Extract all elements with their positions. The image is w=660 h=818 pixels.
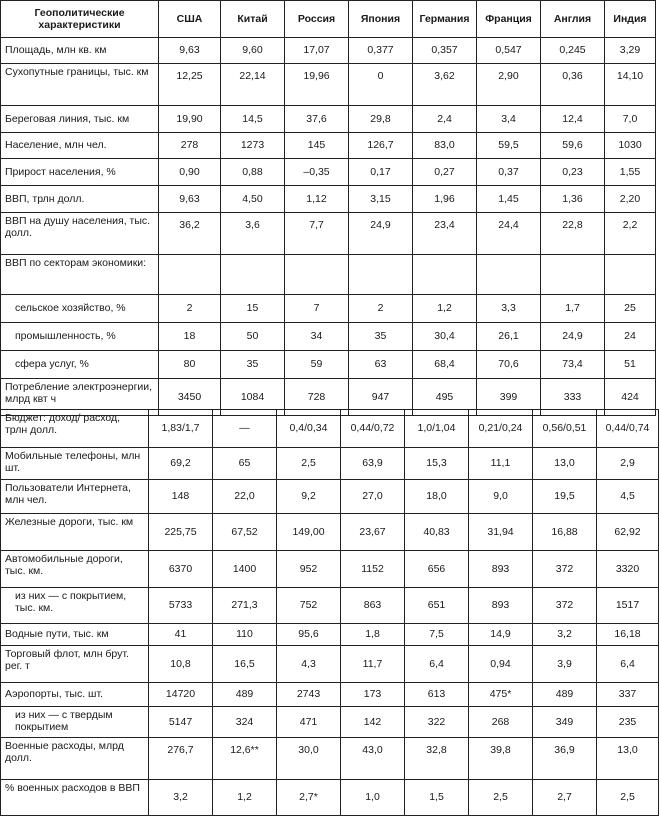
table-cell: 651 <box>405 588 469 624</box>
table-cell: 278 <box>159 133 221 159</box>
table-cell: 9,2 <box>277 480 341 514</box>
table-row <box>1 159 656 186</box>
table-cell <box>159 255 221 295</box>
table-cell: 2 <box>159 295 221 323</box>
table-cell: 69,2 <box>149 448 213 480</box>
table-cell: 95,6 <box>277 624 341 646</box>
table-cell: 0,17 <box>349 159 413 186</box>
table-cell: 235 <box>597 707 659 738</box>
table-cell: 18 <box>159 323 221 351</box>
table-cell: 32,8 <box>405 738 469 780</box>
table-cell: 0,547 <box>477 38 541 64</box>
table-cell: 30,0 <box>277 738 341 780</box>
table-cell: 7 <box>285 295 349 323</box>
table-header-row <box>1 1 656 38</box>
header-country: Англия <box>541 1 605 38</box>
table-row <box>1 323 656 351</box>
table-cell: 40,83 <box>405 514 469 551</box>
table-cell: 4,50 <box>221 186 285 213</box>
table-cell: 9,60 <box>221 38 285 64</box>
table-cell: 59,5 <box>477 133 541 159</box>
table-cell: 4,5 <box>597 480 659 514</box>
row-label: Мобильные телефоны, млн шт. <box>1 448 149 480</box>
table-cell: 324 <box>213 707 277 738</box>
table-cell: 3,4 <box>477 106 541 133</box>
table-cell: 1,7 <box>541 295 605 323</box>
table-cell: 11,1 <box>469 448 533 480</box>
table-cell: 35 <box>221 351 285 379</box>
table-cell: 145 <box>285 133 349 159</box>
table-row <box>1 588 659 624</box>
table-cell: 1,83/1,7 <box>149 410 213 448</box>
table-cell: 271,3 <box>213 588 277 624</box>
row-label: Население, млн чел. <box>1 133 159 159</box>
table-cell: 9,0 <box>469 480 533 514</box>
table-cell <box>221 255 285 295</box>
table-cell: 126,7 <box>349 133 413 159</box>
table-cell: 51 <box>605 351 656 379</box>
row-label: ВВП, трлн долл. <box>1 186 159 213</box>
table-row <box>1 738 659 780</box>
table-cell: 26,1 <box>477 323 541 351</box>
table-cell: 31,94 <box>469 514 533 551</box>
row-label: ВВП на душу населения, тыс. долл. <box>1 213 159 255</box>
table-cell: 3,2 <box>533 624 597 646</box>
table-cell: 424 <box>605 379 656 416</box>
table-cell: 17,07 <box>285 38 349 64</box>
geopolitics-table-bottom <box>0 409 659 816</box>
table-row <box>1 480 659 514</box>
row-label: промышленность, % <box>1 323 159 351</box>
table-cell: 14,9 <box>469 624 533 646</box>
table-cell: 12,4 <box>541 106 605 133</box>
table-cell: 22,14 <box>221 64 285 106</box>
table-cell: 14,10 <box>605 64 656 106</box>
table-cell: 475* <box>469 683 533 707</box>
row-label: Железные дороги, тыс. км <box>1 514 149 551</box>
table-cell: 10,8 <box>149 646 213 683</box>
table-cell: 23,67 <box>341 514 405 551</box>
table-cell: 489 <box>533 683 597 707</box>
table-cell: 1273 <box>221 133 285 159</box>
table-cell: 2,7* <box>277 780 341 816</box>
row-label: сфера услуг, % <box>1 351 159 379</box>
table-cell: 495 <box>413 379 477 416</box>
row-label: % военных расходов в ВВП <box>1 780 149 816</box>
table-row <box>1 255 656 295</box>
table-cell: 863 <box>341 588 405 624</box>
header-country: Китай <box>221 1 285 38</box>
table-cell: 36,2 <box>159 213 221 255</box>
table-cell: 2,9 <box>597 448 659 480</box>
table-cell: 2,7 <box>533 780 597 816</box>
table-cell: 4,3 <box>277 646 341 683</box>
table-cell: 7,5 <box>405 624 469 646</box>
table-cell: 41 <box>149 624 213 646</box>
table-cell: 0,37 <box>477 159 541 186</box>
table-cell: 399 <box>477 379 541 416</box>
table-cell: 6,4 <box>597 646 659 683</box>
table-cell: 2,2 <box>605 213 656 255</box>
table-cell: 24,9 <box>349 213 413 255</box>
row-label: Потребление электроэнергии, млрд квт ч <box>1 379 159 416</box>
header-country: Россия <box>285 1 349 38</box>
table-cell: 3450 <box>159 379 221 416</box>
table-cell: 1152 <box>341 551 405 588</box>
table-cell: 14,5 <box>221 106 285 133</box>
row-label: Водные пути, тыс. км <box>1 624 149 646</box>
table-cell: 893 <box>469 588 533 624</box>
table-cell: 0,4/0,34 <box>277 410 341 448</box>
table-cell: 22,0 <box>213 480 277 514</box>
table-cell: 13,0 <box>533 448 597 480</box>
table-cell: 70,6 <box>477 351 541 379</box>
table-cell: 1,5 <box>405 780 469 816</box>
table-cell: 7,7 <box>285 213 349 255</box>
table-cell: 276,7 <box>149 738 213 780</box>
table-cell: 1,2 <box>213 780 277 816</box>
table-cell: 27,0 <box>341 480 405 514</box>
table-cell: 3320 <box>597 551 659 588</box>
table-cell: 613 <box>405 683 469 707</box>
table-cell: — <box>213 410 277 448</box>
table-cell: 2,4 <box>413 106 477 133</box>
table-row <box>1 64 656 106</box>
table-cell: 0,23 <box>541 159 605 186</box>
table-row <box>1 707 659 738</box>
table-cell: 0,88 <box>221 159 285 186</box>
table-cell: 2 <box>349 295 413 323</box>
table-cell <box>285 255 349 295</box>
row-label: Прирост населения, % <box>1 159 159 186</box>
table-cell: 0,377 <box>349 38 413 64</box>
table-cell <box>349 255 413 295</box>
table-cell: 148 <box>149 480 213 514</box>
table-cell: 14720 <box>149 683 213 707</box>
row-label: сельское хозяйство, % <box>1 295 159 323</box>
table-cell: 1,2 <box>413 295 477 323</box>
table-cell: 25 <box>605 295 656 323</box>
table-cell: 7,0 <box>605 106 656 133</box>
table-cell: 67,52 <box>213 514 277 551</box>
row-label: Бюджет: доход/ расход, трлн долл. <box>1 410 149 448</box>
table-cell: 15,3 <box>405 448 469 480</box>
table-cell <box>541 255 605 295</box>
table-cell: 656 <box>405 551 469 588</box>
table-cell: 30,4 <box>413 323 477 351</box>
table-row <box>1 646 659 683</box>
table-cell: 11,7 <box>341 646 405 683</box>
table-cell: 6370 <box>149 551 213 588</box>
table-cell: 23,4 <box>413 213 477 255</box>
table-cell: 29,8 <box>349 106 413 133</box>
table-cell: 5147 <box>149 707 213 738</box>
table-cell: 3,62 <box>413 64 477 106</box>
table-cell: 225,75 <box>149 514 213 551</box>
table-cell: 73,4 <box>541 351 605 379</box>
row-label: ВВП по секторам экономики: <box>1 255 159 295</box>
table-cell: 65 <box>213 448 277 480</box>
table-cell: 63,9 <box>341 448 405 480</box>
table-cell: 80 <box>159 351 221 379</box>
table-cell: 5733 <box>149 588 213 624</box>
table-cell: 3,9 <box>533 646 597 683</box>
table-cell: 37,6 <box>285 106 349 133</box>
table-cell: 0,94 <box>469 646 533 683</box>
header-country: Индия <box>605 1 656 38</box>
table-cell: 3,3 <box>477 295 541 323</box>
table-cell: 1,0 <box>341 780 405 816</box>
table-cell: 1,36 <box>541 186 605 213</box>
table-cell: 471 <box>277 707 341 738</box>
table-cell: 18,0 <box>405 480 469 514</box>
table-cell: 15 <box>221 295 285 323</box>
table-cell: 1,12 <box>285 186 349 213</box>
table-cell: 24,4 <box>477 213 541 255</box>
table-cell: 372 <box>533 588 597 624</box>
table-row <box>1 780 659 816</box>
header-country: Франция <box>477 1 541 38</box>
table-cell: 322 <box>405 707 469 738</box>
row-label: Сухопутные границы, тыс. км <box>1 64 159 106</box>
table-body-top <box>1 38 656 416</box>
row-label: Береговая линия, тыс. км <box>1 106 159 133</box>
table-cell: 1030 <box>605 133 656 159</box>
table-cell: 2,5 <box>277 448 341 480</box>
table-cell: 947 <box>349 379 413 416</box>
table-cell: 35 <box>349 323 413 351</box>
table-row <box>1 295 656 323</box>
table-cell: 22,8 <box>541 213 605 255</box>
table-cell: 0 <box>349 64 413 106</box>
table-cell: 16,88 <box>533 514 597 551</box>
table-cell: 142 <box>341 707 405 738</box>
table-cell: 0,44/0,72 <box>341 410 405 448</box>
table-row <box>1 38 656 64</box>
table-cell: 59 <box>285 351 349 379</box>
table-cell: 3,2 <box>149 780 213 816</box>
table-row <box>1 448 659 480</box>
table-cell: 19,5 <box>533 480 597 514</box>
table-cell: 43,0 <box>341 738 405 780</box>
table-cell: 752 <box>277 588 341 624</box>
table-cell: 372 <box>533 551 597 588</box>
row-label: Торговый флот, млн брут. рег. т <box>1 646 149 683</box>
table-cell: 36,9 <box>533 738 597 780</box>
table-cell: 19,90 <box>159 106 221 133</box>
table-row <box>1 683 659 707</box>
table-body-bottom <box>1 410 659 816</box>
table-cell: 2,5 <box>597 780 659 816</box>
table-cell: 16,5 <box>213 646 277 683</box>
table-cell: 489 <box>213 683 277 707</box>
table-row <box>1 351 656 379</box>
table-cell: 9,63 <box>159 38 221 64</box>
table-cell: 0,44/0,74 <box>597 410 659 448</box>
table-cell: 349 <box>533 707 597 738</box>
table-cell: 1,96 <box>413 186 477 213</box>
table-cell: 24 <box>605 323 656 351</box>
table-cell: 173 <box>341 683 405 707</box>
table-cell: 16,18 <box>597 624 659 646</box>
table-cell: 59,6 <box>541 133 605 159</box>
row-label: Автомобильные дороги, тыс. км. <box>1 551 149 588</box>
table-cell: 3,15 <box>349 186 413 213</box>
table-cell: 19,96 <box>285 64 349 106</box>
table-cell: 1517 <box>597 588 659 624</box>
table-cell <box>605 255 656 295</box>
table-cell: 149,00 <box>277 514 341 551</box>
table-cell: 0,90 <box>159 159 221 186</box>
table-row <box>1 551 659 588</box>
row-label: Площадь, млн кв. км <box>1 38 159 64</box>
table-cell: 83,0 <box>413 133 477 159</box>
row-label: из них — с твердым покрытием <box>1 707 149 738</box>
table-row <box>1 106 656 133</box>
table-cell: 110 <box>213 624 277 646</box>
table-cell: 1,45 <box>477 186 541 213</box>
table-cell: 2,20 <box>605 186 656 213</box>
table-cell: 1084 <box>221 379 285 416</box>
table-cell: 24,9 <box>541 323 605 351</box>
table-row <box>1 514 659 551</box>
table-cell: 0,245 <box>541 38 605 64</box>
table-cell: 63 <box>349 351 413 379</box>
table-cell: 50 <box>221 323 285 351</box>
table-cell: 333 <box>541 379 605 416</box>
row-label: Военные расходы, млрд долл. <box>1 738 149 780</box>
table-cell: 13,0 <box>597 738 659 780</box>
header-country: США <box>159 1 221 38</box>
table-cell: –0,35 <box>285 159 349 186</box>
table-cell: 728 <box>285 379 349 416</box>
table-cell: 0,357 <box>413 38 477 64</box>
header-country: Германия <box>413 1 477 38</box>
table-row <box>1 410 659 448</box>
table-cell: 1,8 <box>341 624 405 646</box>
header-country: Япония <box>349 1 413 38</box>
table-cell: 268 <box>469 707 533 738</box>
table-cell: 0,27 <box>413 159 477 186</box>
table-cell: 3,6 <box>221 213 285 255</box>
table-cell: 68,4 <box>413 351 477 379</box>
table-cell: 2743 <box>277 683 341 707</box>
table-cell: 337 <box>597 683 659 707</box>
table-cell: 1400 <box>213 551 277 588</box>
table-cell: 12,6** <box>213 738 277 780</box>
table-cell: 0,56/0,51 <box>533 410 597 448</box>
table-cell <box>413 255 477 295</box>
table-cell: 9,63 <box>159 186 221 213</box>
table-cell: 34 <box>285 323 349 351</box>
table-cell: 3,29 <box>605 38 656 64</box>
row-label: Пользователи Интернета, млн чел. <box>1 480 149 514</box>
table-cell: 39,8 <box>469 738 533 780</box>
table-cell: 1,0/1,04 <box>405 410 469 448</box>
table-row <box>1 186 656 213</box>
table-cell: 2,90 <box>477 64 541 106</box>
table-row <box>1 133 656 159</box>
table-cell: 2,5 <box>469 780 533 816</box>
table-cell <box>477 255 541 295</box>
table-cell: 0,36 <box>541 64 605 106</box>
table-cell: 893 <box>469 551 533 588</box>
table-cell: 12,25 <box>159 64 221 106</box>
table-row <box>1 624 659 646</box>
row-label: Аэропорты, тыс. шт. <box>1 683 149 707</box>
table-cell: 1,55 <box>605 159 656 186</box>
table-cell: 6,4 <box>405 646 469 683</box>
table-cell: 952 <box>277 551 341 588</box>
header-corner: Геополитические характеристики <box>1 1 159 38</box>
table-cell: 0,21/0,24 <box>469 410 533 448</box>
row-label: из них — с покрытием, тыс. км. <box>1 588 149 624</box>
table-row <box>1 213 656 255</box>
table-cell: 62,92 <box>597 514 659 551</box>
